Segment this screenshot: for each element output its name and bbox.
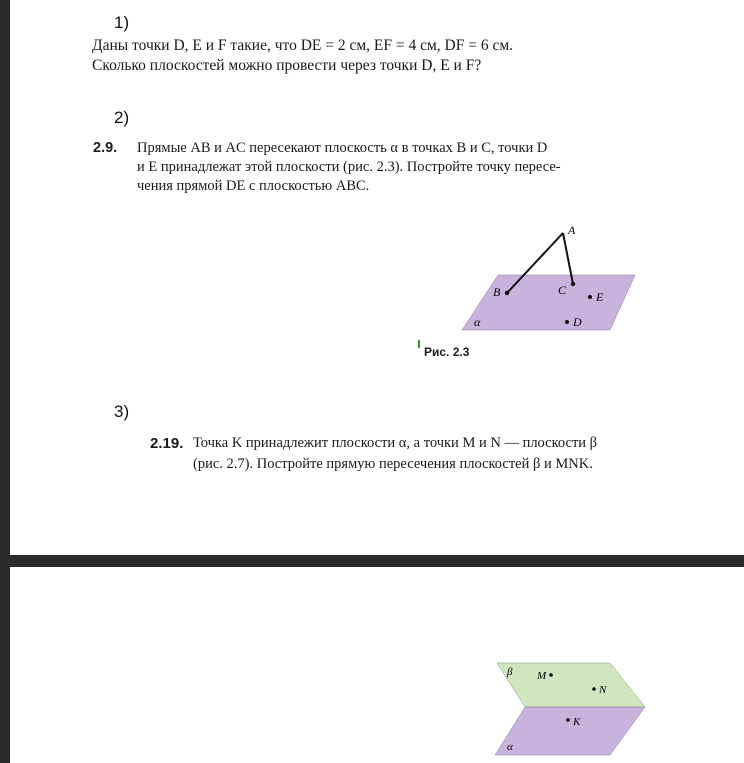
label-e: E [596,290,604,304]
problem-3-number: 3) [114,402,130,421]
label-c: C [558,283,567,297]
problem-2-number: 2) [114,108,130,127]
plane-alpha [495,707,645,755]
figure-2-7 [485,655,655,763]
problem-1-number: 1) [114,13,130,32]
point-b [505,291,509,295]
point-n [592,687,596,691]
figure-2-3 [440,215,660,340]
problem-1-line-2: Сколько плоскостей можно провести через точки D, E и F? [92,57,482,74]
label-n: N [599,684,607,696]
caption-marker [418,340,420,348]
label-beta: β [507,666,513,678]
problem-2-line-1: Прямые AB и AC пересекают плоскость α в точках B и C, точки D [137,140,548,156]
point-c [571,282,575,286]
problem-1-line-1: Даны точки D, E и F такие, что DE = 2 см, EF = 4 см, DF = 6 см. [92,37,514,54]
page-divider [0,555,744,567]
problem-3-task-id: 2.19. [150,435,184,452]
problem-3-line-2: (рис. 2.7). Постройте прямую пересечения плоскостей β и MNK. [193,456,593,472]
point-m [549,673,553,677]
problem-2-task-id: 2.9. [93,140,118,156]
left-dark-bar [0,0,10,763]
label-m: M [537,670,547,682]
label-d: D [573,315,582,329]
problem-2-line-2: и E принадлежат этой плоскости (рис. 2.3). Постройте точку пересе- [137,159,561,175]
label-b: B [493,285,501,299]
label-a: A [568,223,576,237]
label-alpha: α [474,315,481,329]
point-d [565,320,569,324]
problem-2-line-3: чения прямой DE с плоскостью ABC. [137,178,370,194]
label-alpha: α [507,741,513,753]
plane-alpha [462,275,635,330]
point-k [566,718,570,722]
figure-2-3-caption: Рис. 2.3 [424,345,470,359]
point-e [588,295,592,299]
problem-3-line-1: Точка K принадлежит плоскости α, а точки M и N — плоскости β [193,435,598,451]
label-k: K [573,716,581,728]
plane-beta [497,663,645,707]
